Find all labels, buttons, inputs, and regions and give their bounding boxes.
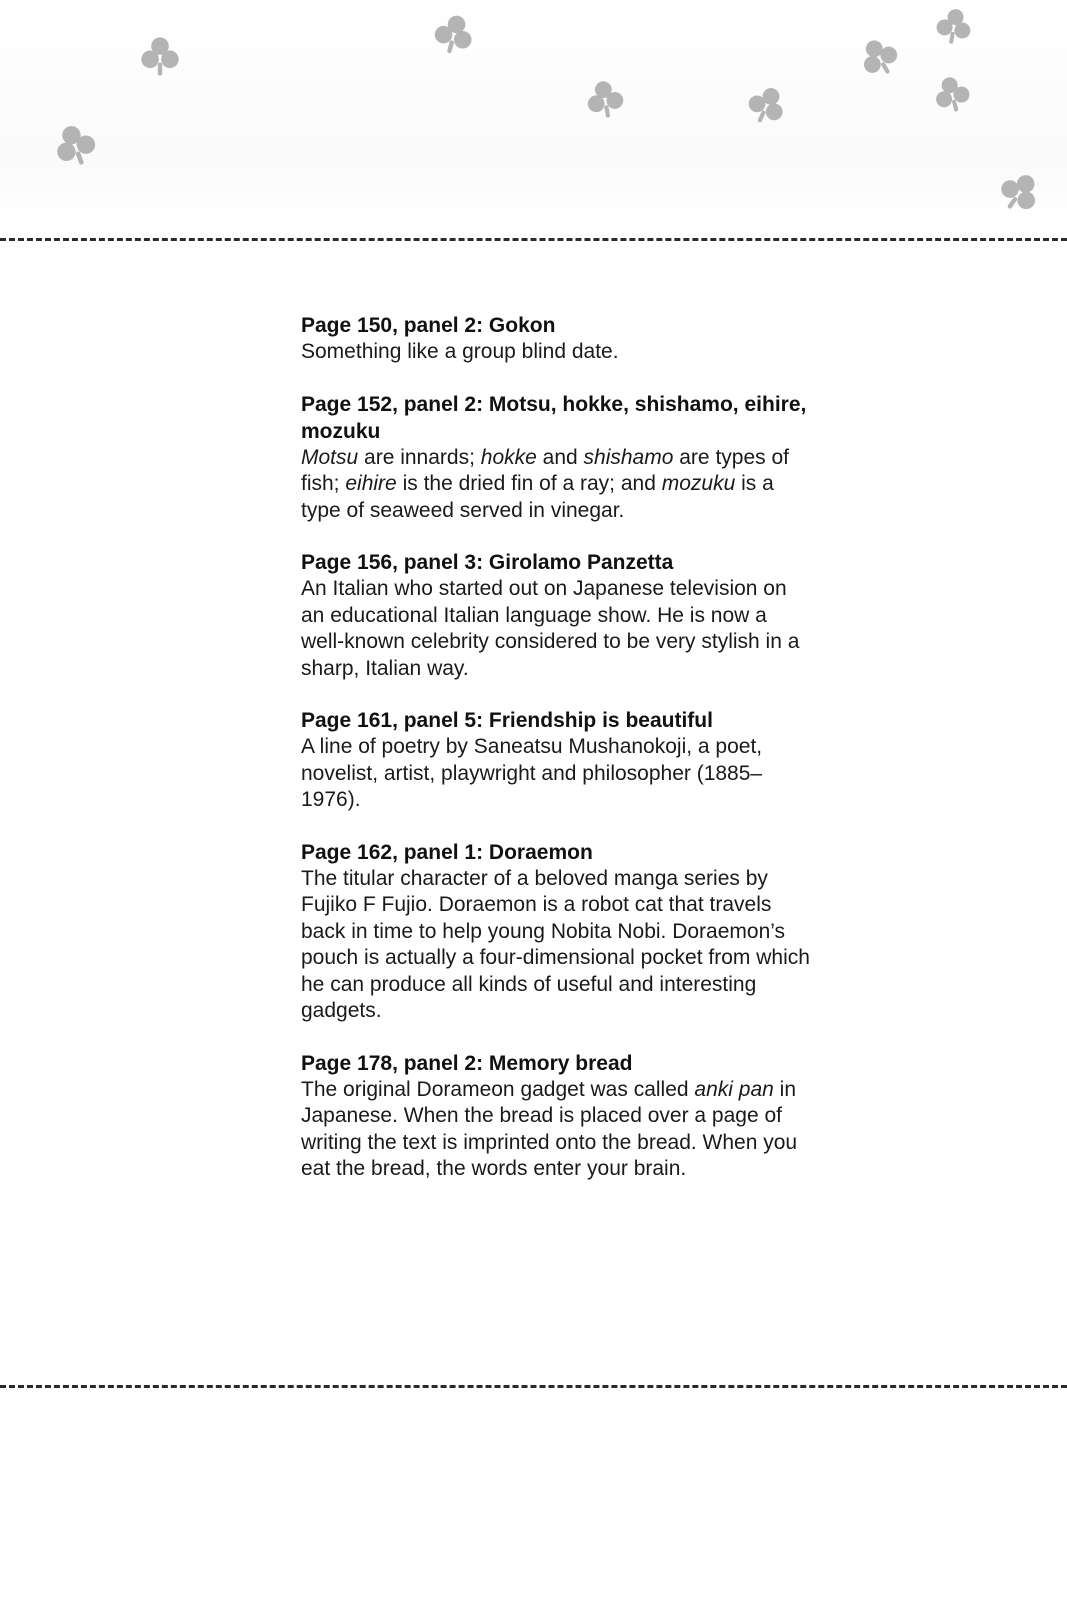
- top-dashed-divider: [0, 238, 1067, 241]
- clover-icon: [998, 170, 1042, 214]
- note-heading: Page 150, panel 2: Gokon: [301, 314, 556, 337]
- clover-icon: [138, 34, 182, 78]
- bottom-dashed-divider: [0, 1385, 1067, 1388]
- note-entry: [301, 391, 811, 525]
- clover-icon: [52, 122, 98, 168]
- note-term: mozuku: [661, 472, 736, 495]
- translation-notes: [301, 312, 811, 1208]
- note-term: anki pan: [694, 1077, 774, 1101]
- note-body: [301, 866, 811, 1025]
- clover-icon: [584, 78, 626, 120]
- note-text: is a type of seaweed served in vinegar.: [301, 472, 774, 522]
- note-text: are types of fish;: [301, 445, 789, 495]
- note-heading: Page 156, panel 3: Girolamo Panzetta: [301, 551, 674, 574]
- note-text: The original Dorameon gadget was called: [301, 1077, 695, 1101]
- note-term: Motsu: [301, 445, 359, 469]
- note-heading: Page 178, panel 2: Memory bread: [301, 1051, 633, 1075]
- clover-icon: [934, 6, 974, 46]
- note-entry: [301, 1050, 811, 1183]
- clover-icon: [432, 12, 476, 56]
- note-entry: [301, 549, 811, 682]
- note-entry: [301, 707, 811, 814]
- clover-icon: [746, 84, 788, 126]
- decorative-header: [0, 0, 1067, 230]
- note-body: [301, 339, 811, 366]
- note-body: [301, 576, 811, 682]
- note-heading: Page 162, panel 1: Doraemon: [301, 840, 593, 864]
- note-text: A line of poetry by Saneatsu Mushanokoji, a poet, novelist, artist, playwright and philosopher (1885–1976).: [301, 735, 763, 811]
- note-term: hokke: [480, 445, 537, 469]
- note-body: [301, 445, 811, 525]
- note-text: and: [536, 445, 584, 469]
- note-text: An Italian who started out on Japanese television on an educational Italian language show. He is now a well-known celebrity considered to be very stylish in a sharp, Italian way.: [301, 577, 800, 680]
- note-text: The titular character of a beloved manga series by Fujiko F Fujio. Doraemon is a robot cat that travels back in time to help young Nobita Nobi. Doraemon’s pouch is actually a four-dimensional pocket from which he can produce all kinds of useful and interesting gadgets.: [301, 866, 810, 1022]
- note-term: shishamo: [583, 445, 674, 469]
- clover-icon: [858, 36, 900, 78]
- note-heading: Page 152, panel 2: Motsu, hokke, shishamo, eihire, mozuku: [301, 392, 807, 443]
- note-term: eihire: [345, 472, 397, 495]
- clover-icon: [932, 74, 972, 114]
- note-text: in Japanese. When the bread is placed over a page of writing the text is imprinted onto the bread. When you eat the bread, the words enter your brain.: [301, 1077, 798, 1180]
- note-body: [301, 734, 811, 814]
- note-body: [301, 1077, 811, 1183]
- note-text: are innards;: [358, 445, 481, 469]
- note-entry: [301, 312, 811, 366]
- note-entry: [301, 839, 811, 1025]
- note-text: Something like a group blind date.: [301, 340, 619, 363]
- note-text: is the dried fin of a ray; and: [396, 472, 662, 495]
- note-heading: Page 161, panel 5: Friendship is beautiful: [301, 709, 713, 732]
